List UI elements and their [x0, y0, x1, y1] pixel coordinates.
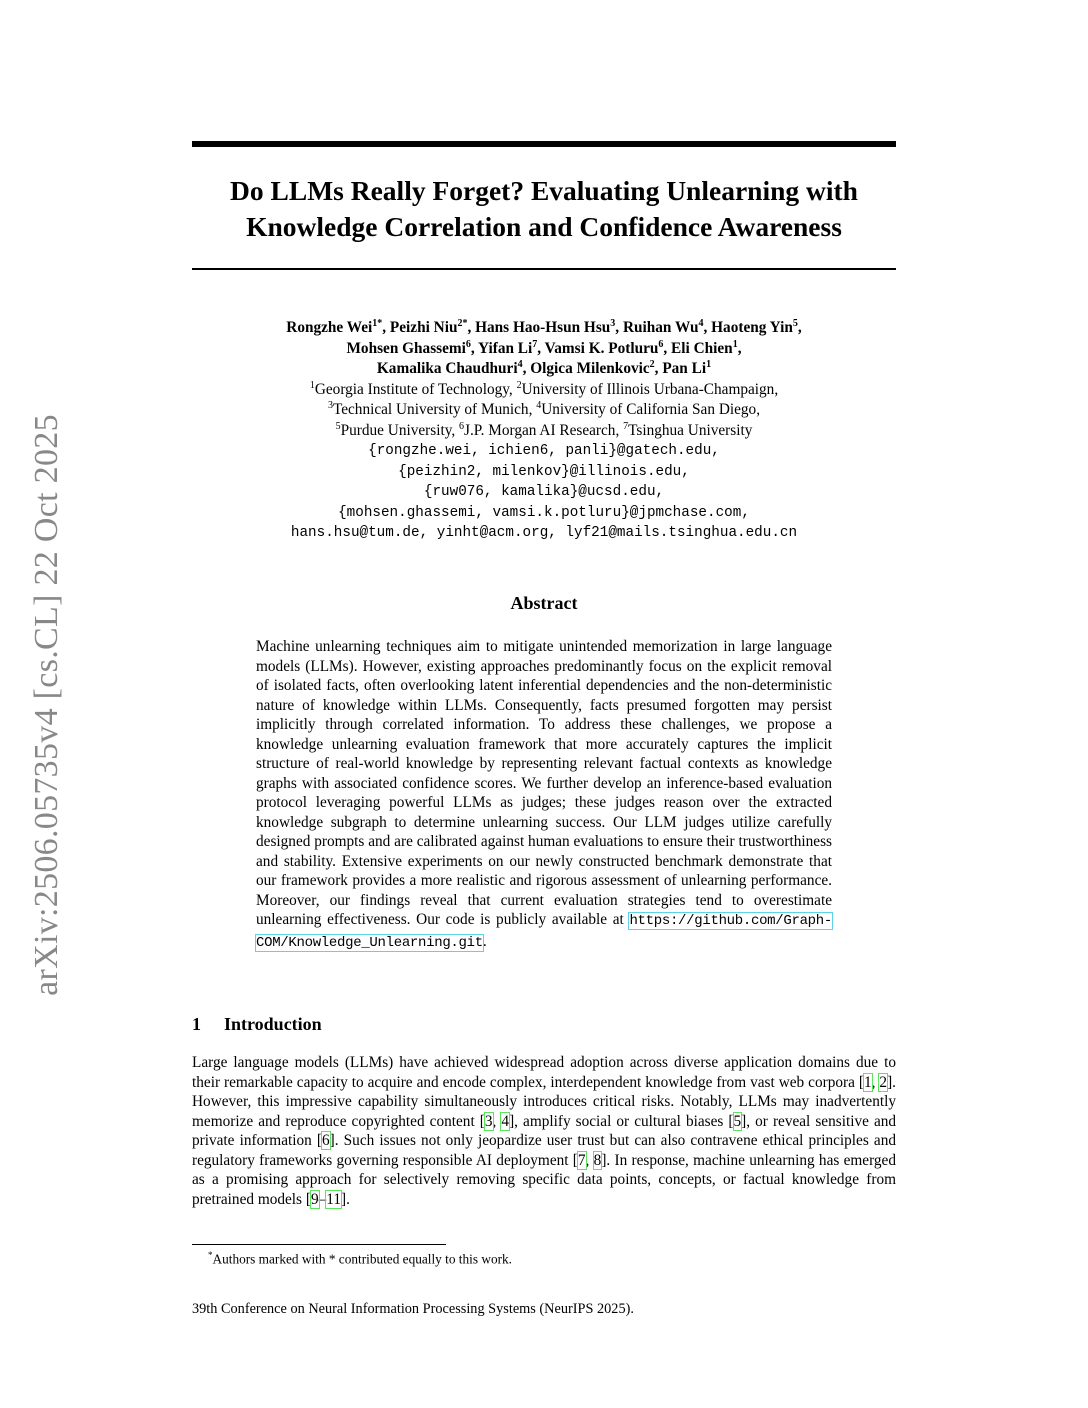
separator: , [451, 421, 460, 439]
abstract-text [256, 637, 832, 953]
author-name: Rongzhe Wei [286, 319, 373, 336]
separator: , [703, 319, 712, 336]
section-heading [192, 1012, 896, 1036]
affiliation-mark: 1 [309, 379, 315, 391]
author-affiliation-mark: 4 [698, 317, 704, 329]
affiliation-mark: 4 [536, 399, 542, 411]
affiliation-mark: 6 [459, 420, 465, 432]
intro-text: ]. Such issues not only jeopardize user trust but can also contravene ethical principles and regulatory frameworks governing responsible AI deployment [ [192, 1132, 896, 1169]
citation-link[interactable]: 8 [593, 1151, 602, 1169]
title-rule-bottom [192, 268, 896, 270]
email-line: hans.hsu@tum.de, yinht@acm.org, lyf21@mails.tsinghua.edu.cn [290, 525, 798, 541]
author-affiliation-mark: 7 [532, 338, 538, 350]
email-line: {ruw076, kamalika}@ucsd.edu, [423, 484, 665, 500]
citation-link[interactable]: 3 [484, 1112, 493, 1130]
author-affiliation-mark: 2 [649, 358, 655, 370]
author-affiliation-mark: 6 [465, 338, 471, 350]
author-affiliation-mark: 5 [792, 317, 798, 329]
separator: , [663, 339, 672, 357]
author-name: Yifan Li [478, 339, 533, 357]
author-affiliation-mark: 1* [372, 317, 383, 329]
email-line: {peizhin2, milenkov}@illinois.edu, [398, 463, 690, 480]
footnote-text: Authors marked with * contributed equally to this work. [212, 1251, 512, 1267]
footnote-rule [192, 1244, 446, 1245]
footnote-mark: * [208, 1250, 213, 1260]
arxiv-identifier [24, 400, 70, 1010]
separator: , [467, 319, 476, 336]
affiliation-name: University of California San Diego [541, 401, 757, 418]
affiliation-name: Tsinghua University [628, 421, 753, 439]
separator: , [654, 360, 663, 377]
email-line: {rongzhe.wei, ichien6, panli}@gatech.edu, [368, 443, 720, 459]
code-repository-link[interactable]: https://github.com/Graph-COM/Knowledge_Unlearning.git [256, 913, 832, 951]
author-affiliation-mark: 4 [517, 358, 523, 370]
title-rule-top [192, 141, 896, 147]
intro-text: ]. In response, machine unlearning has emerged as a promising approach for selectively removing specific data points, concepts, or factual knowledge from pretrained models [ [192, 1151, 896, 1208]
affiliation-name: Technical University of Munich [332, 401, 529, 418]
separator: , [615, 319, 623, 336]
intro-text: Large language models (LLMs) have achieved widespread adoption across diverse application domains due to their remarkable capacity to acquire and encode complex, interdependent knowledge from vast web corpora [ [192, 1054, 896, 1091]
author-name: Olgica Milenkovic [530, 360, 650, 377]
separator: , [774, 380, 779, 398]
paper-title-line-1: Do LLMs Really Forget? Evaluating Unlearning with [230, 175, 858, 206]
author-name: Pan Li [662, 360, 707, 377]
email-line: {mohsen.ghassemi, vamsi.k.potluru}@jpmchase.com, [338, 504, 750, 521]
citation-link[interactable]: 5 [733, 1112, 742, 1130]
affiliation-mark: 5 [335, 420, 341, 432]
affiliation-name: Georgia Institute of Technology [314, 380, 509, 398]
section-title: Introduction [224, 1014, 322, 1034]
separator: , [470, 339, 478, 357]
author-affiliation-mark: 1 [706, 358, 712, 370]
email-list [192, 441, 896, 544]
affiliation-list [192, 380, 896, 442]
separator: , [871, 1073, 880, 1091]
separator: , [522, 360, 531, 377]
introduction-paragraph [192, 1053, 896, 1209]
author-affiliation-mark: 2* [457, 317, 468, 329]
author-name: Vamsi K. Potluru [544, 339, 659, 357]
author-name: Haoteng Yin [711, 319, 793, 336]
intro-text: ]. [340, 1190, 350, 1208]
abstract-tail: . [482, 932, 487, 950]
section-number: 1 [192, 1014, 201, 1034]
separator: , [382, 319, 390, 336]
author-name: Hans Hao-Hsun Hsu [475, 319, 611, 336]
author-block [192, 318, 896, 544]
author-name: Peizhi Niu [389, 319, 458, 336]
abstract-heading: Abstract [510, 593, 578, 613]
author-name: Kamalika Chaudhuri [376, 360, 518, 377]
affiliation-mark: 7 [623, 420, 629, 432]
conference-note: 39th Conference on Neural Information Processing Systems (NeurIPS 2025). [192, 1301, 634, 1317]
citation-link[interactable]: 6 [322, 1132, 330, 1149]
affiliation-name: J.P. Morgan AI Research [464, 421, 616, 439]
separator: , [615, 421, 624, 439]
paper-title-line-2: Knowledge Correlation and Confidence Awareness [246, 211, 842, 242]
author-affiliation-mark: 1 [732, 338, 738, 350]
footnote [208, 1247, 896, 1267]
affiliation-mark: 2 [516, 379, 522, 391]
author-name: Eli Chien [671, 339, 733, 357]
intro-text: – [318, 1190, 327, 1208]
paper-title [192, 173, 896, 245]
intro-text: ], or reveal sensitive and private information [ [192, 1112, 897, 1149]
arxiv-identifier-text: arXiv:2506.05735v4 [cs.CL] 22 Oct 2025 [28, 414, 66, 996]
affiliation-name: University of Illinois Urbana-Champaign [521, 380, 775, 398]
intro-text: ], amplify social or cultural biases [ [509, 1112, 734, 1130]
separator: , [585, 1151, 594, 1169]
abstract-body: Machine unlearning techniques aim to mitigate unintended memorization in large language models (LLMs). However, existing approaches predominantly focus on the explicit removal of isolated facts, often overlooking latent inferential dependencies and the non-deterministic nature of knowledge within LLMs. Consequently, facts presumed forgotten may persist implicitly through correlated information. To address these challenges, we propose a knowledge unlearning evaluation framework that more accurately captures the implicit structure of real-world knowledge by representing relevant factual contexts as knowledge graphs with associated confidence scores. We further develop an inference-based evaluation protocol leveraging powerful LLMs as judges; these judges reason over the extracted knowledge subgraph to determine unlearning success. Our LLM judges utilize carefully designed prompts and are calibrated against human evaluations to ensure their trustworthiness and stability. Extensive experiments on our newly constructed benchmark demonstrate that our framework provides a more realistic and rigorous assessment of unlearning performance. Moreover, our findings reveal that current evaluation strategies tend to overestimate unlearning effectiveness. Our code is publicly available at [256, 638, 832, 928]
separator: , [528, 401, 537, 418]
affiliation-mark: 3 [327, 399, 333, 411]
author-name: Mohsen Ghassemi [346, 339, 466, 357]
separator: , [737, 339, 742, 357]
citation-link[interactable]: 11 [326, 1190, 341, 1208]
citation-link[interactable]: 1 [863, 1073, 872, 1091]
author-name: Ruihan Wu [622, 319, 699, 336]
citation-link[interactable]: 9 [310, 1190, 319, 1208]
author-affiliation-mark: 6 [658, 338, 664, 350]
separator: , [797, 319, 802, 336]
separator: , [756, 401, 761, 418]
author-affiliation-mark: 3 [610, 317, 616, 329]
citation-link[interactable]: 2 [879, 1073, 888, 1091]
citation-link[interactable]: 7 [577, 1151, 586, 1169]
author-list [192, 318, 896, 380]
separator: , [508, 380, 517, 398]
separator: , [492, 1112, 502, 1130]
separator: , [537, 339, 545, 357]
intro-text: ]. However, this impressive capability simultaneously introduces critical risks. Notably, LLMs may inadvertently memorize and reproduce copyrighted content [ [192, 1073, 896, 1130]
affiliation-name: Purdue University [340, 421, 452, 439]
citation-link[interactable]: 4 [501, 1112, 510, 1130]
